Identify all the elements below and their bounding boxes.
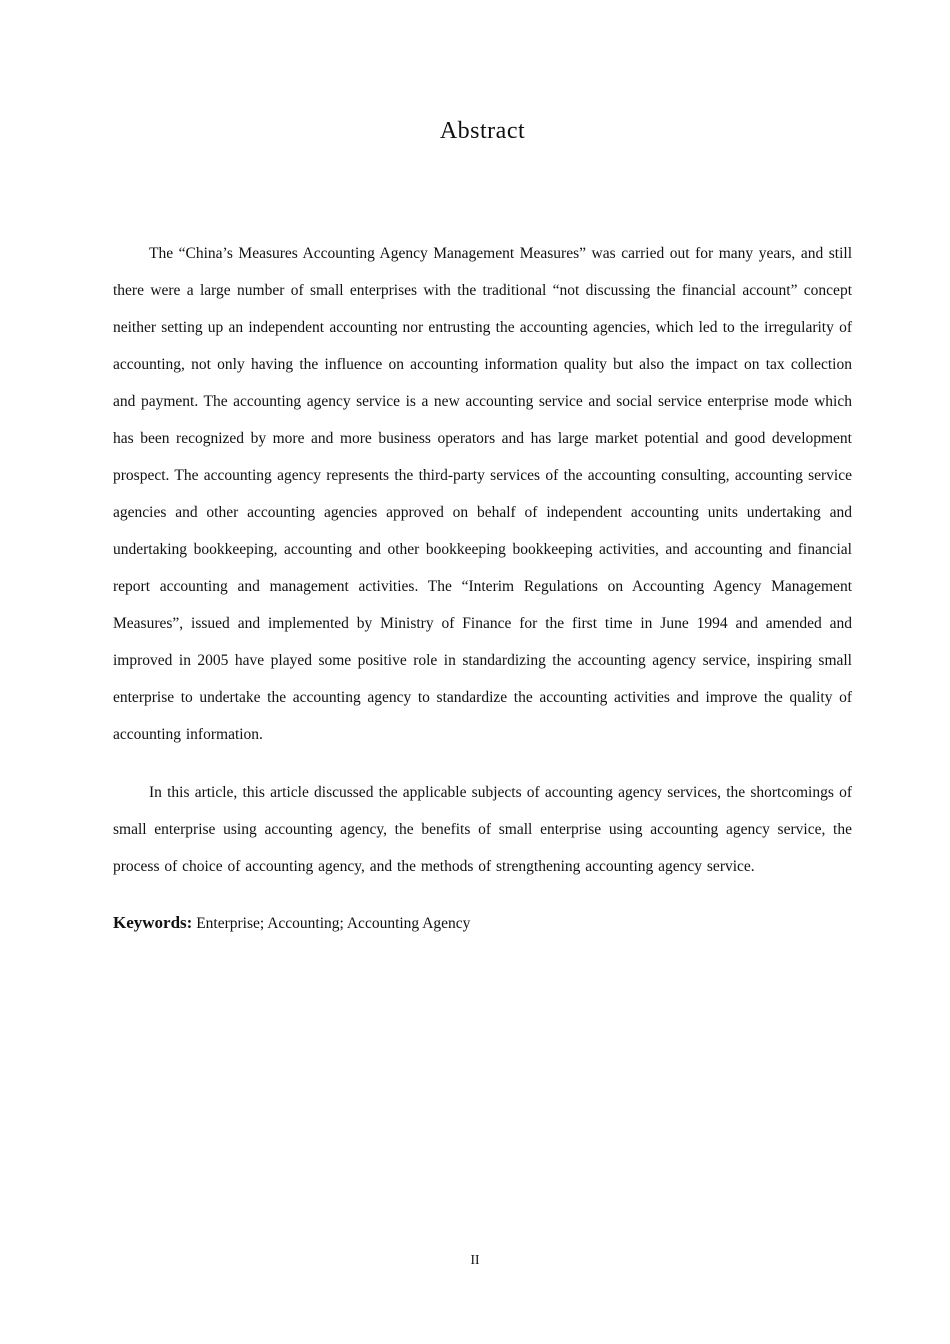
page-title: Abstract [439, 118, 526, 144]
keywords-line [113, 911, 852, 936]
page-number: II [470, 1252, 480, 1267]
abstract-paragraph-2: In this article, this article discussed the applicable subjects of accounting agency services, the shortcomings of small enterprise using accounting agency, the benefits of small enterprise using accounting agency service, the process of choice of accounting agency, and the methods of strengthening accounting agency service. [113, 784, 852, 875]
keywords-label: Keywords: [113, 913, 193, 932]
keywords-text: Enterprise; Accounting; Accounting Agency [192, 915, 471, 932]
abstract-body [113, 235, 852, 885]
abstract-paragraph-1: The “China’s Measures Accounting Agency Management Measures” was carried out for many years, and still there were a large number of small enterprises with the traditional “not discussing the financial account” concept neither setting up an independent accounting nor entrusting the accounting agencies, which led to the irregularity of accounting, not only having the influence on accounting information quality but also the impact on tax collection and payment. The accounting agency service is a new accounting service and social service enterprise mode which has been recognized by more and more business operators and has large market potential and good development prospect. The accounting agency represents the third-party services of the accounting consulting, accounting service agencies and other accounting agencies approved on behalf of independent accounting units undertaking and undertaking bookkeeping, accounting and other bookkeeping bookkeeping activities, and accounting and financial report accounting and management activities. The “Interim Regulations on Accounting Agency Management Measures”, issued and implemented by Ministry of Finance for the first time in June 1994 and amended and improved in 2005 have played some positive role in standardizing the accounting agency service, inspiring small enterprise to undertake the accounting agency to standardize the accounting activities and improve the quality of accounting information. [113, 245, 852, 743]
